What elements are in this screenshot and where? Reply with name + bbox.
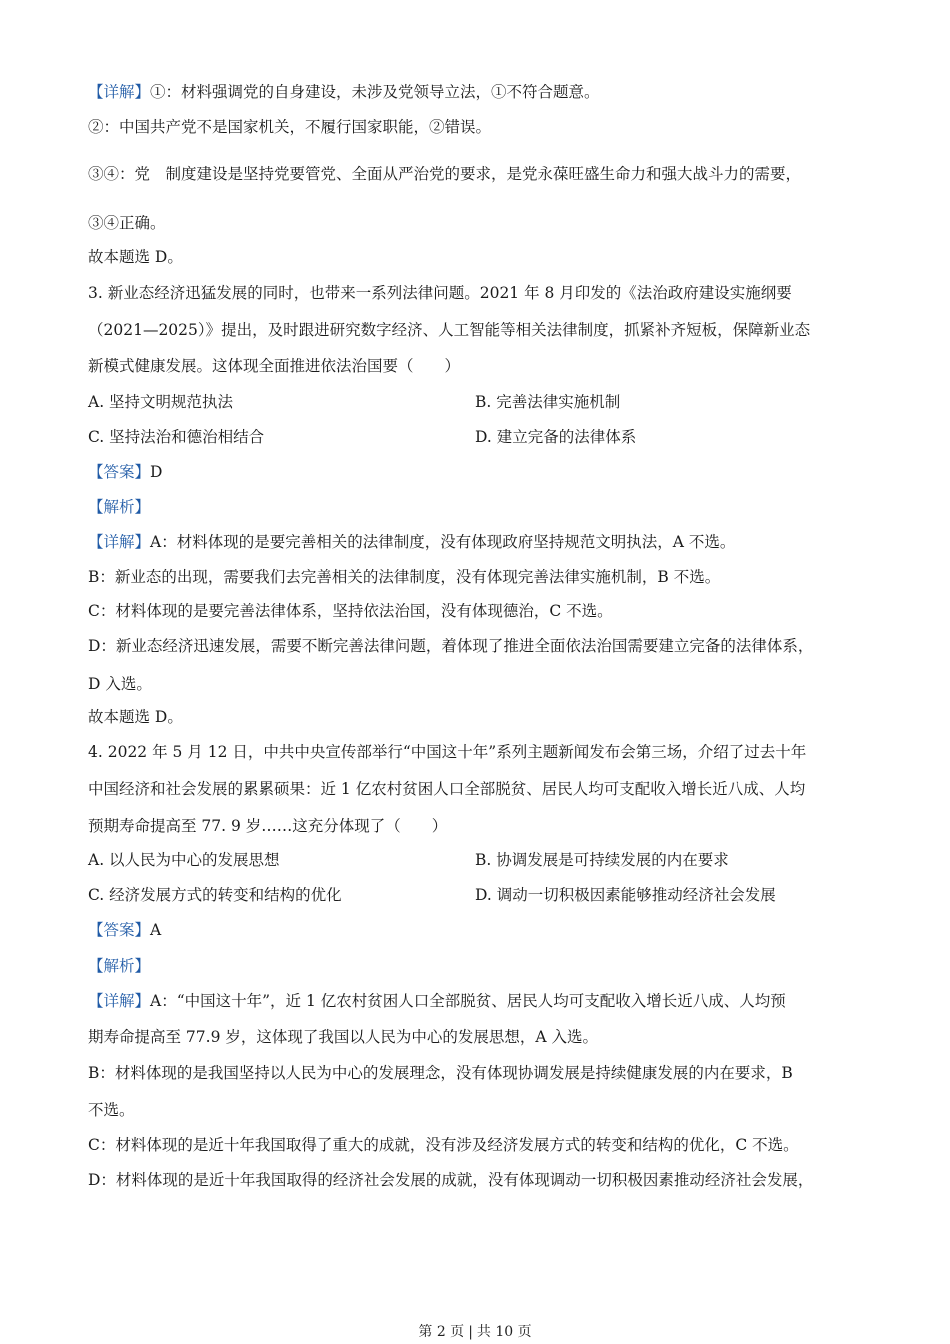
- q3-stem-line-3: 新模式健康发展。这体现全面推进依法治国要（ ）: [88, 357, 461, 375]
- page-footer: [0, 1322, 950, 1342]
- q4-detail-c: C：材料体现的是近十年我国取得了重大的成就，没有涉及经济发展方式的转变和结构的优化，C 不选。: [88, 1136, 799, 1154]
- page-number: 第 2 页: [418, 1324, 465, 1340]
- answer-tag: 【答案】: [88, 463, 151, 481]
- q3-detail-c: C：材料体现的是要完善法律体系，坚持依法治国，没有体现德治，C 不选。: [88, 602, 613, 620]
- q4-detail-b-1: B：材料体现的是我国坚持以人民为中心的发展理念，没有体现协调发展是持续健康发展的内在要求，B: [88, 1064, 793, 1082]
- q2-detail-line-1: 【详解】①：材料强调党的自身建设，未涉及党领导立法，①不符合题意。: [88, 83, 600, 101]
- detail-tag: 【详解】: [88, 83, 151, 101]
- analysis-tag: 【解析】: [88, 498, 151, 516]
- q3-option-d: D. 建立完备的法律体系: [475, 428, 637, 446]
- q4-stem-line-1: 4. 2022 年 5 月 12 日，中共中央宣传部举行“中国这十年”系列主题新闻发布会第三场，介绍了过去十年: [88, 743, 807, 761]
- q4-analysis-heading: [88, 955, 863, 977]
- q4-detail-a-1: 【详解】A：“中国这十年”，近 1 亿农村贫困人口全部脱贫、居民人均可支配收入增长近八成、人均预: [88, 992, 786, 1010]
- q2-conclusion: 故本题选 D。: [88, 248, 183, 266]
- q4-option-d: D. 调动一切积极因素能够推动经济社会发展: [475, 886, 776, 904]
- q4-detail-a-2: 期寿命提高至 77.9 岁，这体现了我国以人民为中心的发展思想，A 入选。: [88, 1028, 598, 1046]
- q3-detail-d-1: D：新业态经济迅速发展，需要不断完善法律问题，着体现了推进全面依法治国需要建立完备的法律体系，: [88, 637, 814, 655]
- answer-tag: 【答案】: [88, 921, 151, 939]
- detail-tag: 【详解】: [88, 992, 151, 1010]
- q3-option-b: B. 完善法律实施机制: [475, 393, 621, 411]
- detail-tag: 【详解】: [88, 533, 151, 551]
- answer-value: A: [150, 921, 162, 939]
- q3-detail-d-2: D 入选。: [88, 675, 152, 693]
- q2-detail-line-2: ②：中国共产党不是国家机关，不履行国家职能，②错误。: [88, 118, 492, 136]
- q3-detail-a: 【详解】A：材料体现的是要完善相关的法律制度，没有体现政府坚持规范文明执法，A 不选。: [88, 533, 736, 551]
- q3-answer: [88, 461, 863, 483]
- q3-stem-line-2: （2021—2025）》提出，及时跟进研究数字经济、人工智能等相关法律制度，抓紧补齐短板，保障新业态: [88, 321, 811, 339]
- q4-detail-b-2: 不选。: [88, 1101, 135, 1119]
- q3-conclusion: 故本题选 D。: [88, 708, 183, 726]
- q4-option-b: B. 协调发展是可持续发展的内在要求: [475, 851, 729, 869]
- footer-separator: |: [468, 1324, 473, 1340]
- q3-analysis-heading: [88, 496, 863, 518]
- q4-option-c: C. 经济发展方式的转变和结构的优化: [88, 886, 342, 904]
- q2-detail-line-4: ③④正确。: [88, 214, 166, 232]
- q4-detail-d-1: D：材料体现的是近十年我国取得的经济社会发展的成就，没有体现调动一切积极因素推动经济社会发展，: [88, 1171, 814, 1189]
- q3-option-c: C. 坚持法治和德治相结合: [88, 428, 265, 446]
- q4-option-a: A. 以人民为中心的发展思想: [88, 851, 280, 869]
- q3-option-a: A. 坚持文明规范执法: [88, 393, 234, 411]
- analysis-tag: 【解析】: [88, 957, 151, 975]
- answer-value: D: [150, 463, 163, 481]
- q3-detail-b: B：新业态的出现，需要我们去完善相关的法律制度，没有体现完善法律实施机制，B 不选。: [88, 568, 721, 586]
- q3-stem-line-1: 3. 新业态经济迅猛发展的同时，也带来一系列法律问题。2021 年 8 月印发的《法治政府建设实施纲要: [88, 284, 792, 302]
- q2-detail-line-3: ③④：党 制度建设是坚持党要管党、全面从严治党的要求，是党永葆旺盛生命力和强大战斗力的需要，: [88, 165, 802, 183]
- page-total: 共 10 页: [476, 1324, 532, 1340]
- q4-stem-line-2: 中国经济和社会发展的累累硕果：近 1 亿农村贫困人口全部脱贫、居民人均可支配收入增长近八成、人均: [88, 780, 806, 798]
- q4-answer: [88, 919, 863, 941]
- q4-stem-line-3: 预期寿命提高至 77. 9 岁……这充分体现了（ ）: [88, 817, 448, 835]
